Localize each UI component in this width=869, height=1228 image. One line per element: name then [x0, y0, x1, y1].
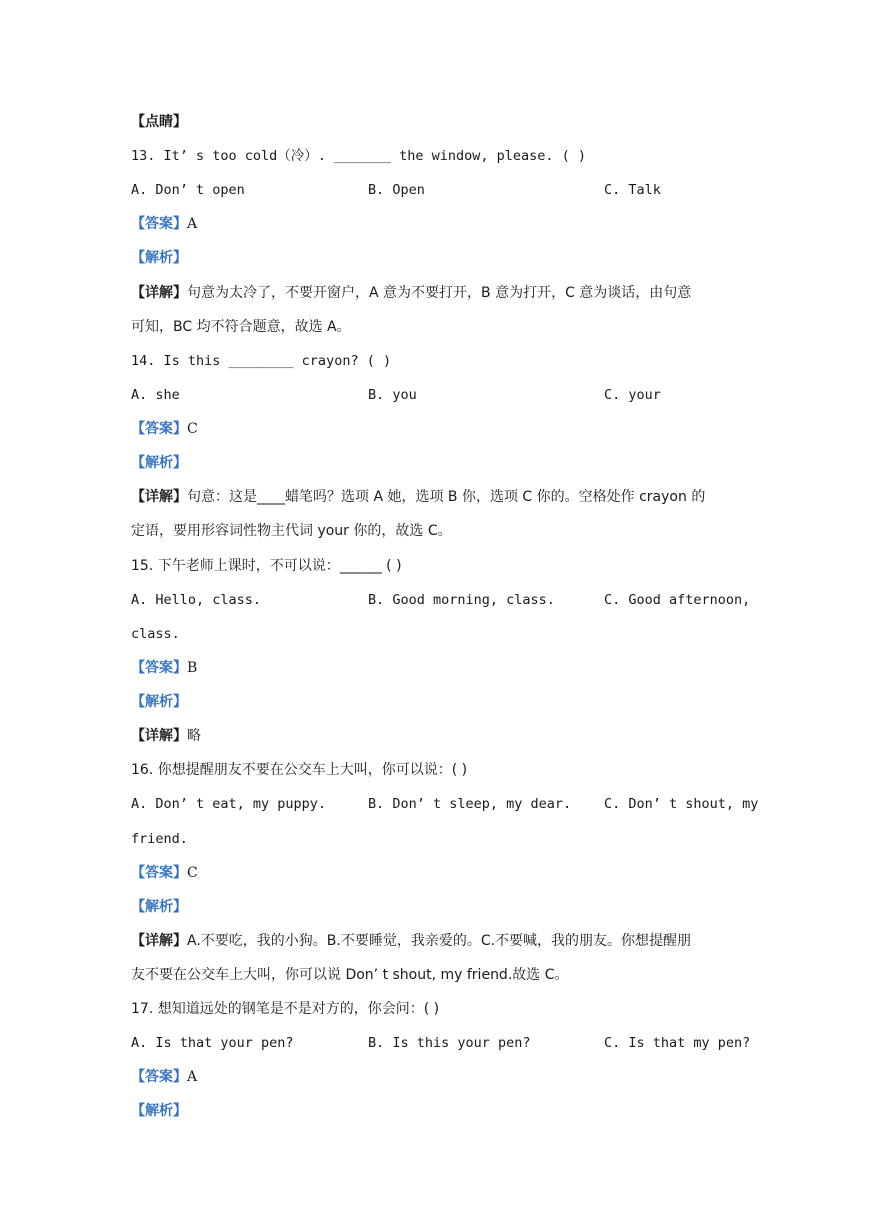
q16-detail-2: 友不要在公交车上大叫，你可以说 Don’ t shout, my friend.故选 C。: [131, 967, 569, 983]
q17-stem: 17. 想知道远处的钢笔是不是对方的，你会问：( ): [131, 1001, 440, 1017]
q13-stem: 13. It’ s too cold（冷）. _______ the window, please. ( ): [131, 148, 587, 164]
q16-stem: 16. 你想提醒朋友不要在公交车上大叫，你可以说：( ): [131, 762, 468, 778]
q13-option-a: A. Don’ t open: [131, 182, 245, 198]
detail-label: 【详解】: [131, 489, 187, 505]
q14-option-c: C. your: [604, 387, 661, 403]
q16-option-continuation: friend.: [131, 831, 188, 847]
q17-option-b: B. Is this your pen?: [368, 1035, 531, 1051]
q13-option-c: C. Talk: [604, 182, 661, 198]
q15-option-continuation: class.: [131, 626, 180, 642]
q17-option-c: C. Is that my pen?: [604, 1035, 751, 1051]
q17-answer-row: [131, 1067, 741, 1087]
q14-answer-row: [131, 419, 741, 439]
dianjing-label: 【点睛】: [131, 114, 187, 130]
q14-detail-row-1: [131, 487, 741, 507]
q17-option-a: A. Is that your pen?: [131, 1035, 294, 1051]
analysis-label: 【解析】: [131, 899, 187, 915]
q15-answer-row: [131, 658, 741, 678]
q16-option-c: C. Don’ t shout, my: [604, 796, 759, 812]
q13-option-b: B. Open: [368, 182, 425, 198]
q15-option-a: A. Hello, class.: [131, 592, 262, 608]
answer-label: 【答案】: [131, 1069, 187, 1085]
q16-answer: C: [187, 865, 198, 881]
q15-stem: 15. 下午老师上课时，不可以说：______ ( ): [131, 558, 402, 574]
q17-answer: A: [187, 1069, 198, 1085]
q16-detail-1: A.不要吃，我的小狗。B.不要睡觉，我亲爱的。C.不要喊，我的朋友。你想提醒朋: [187, 933, 692, 949]
q13-answer-row: [131, 214, 741, 234]
q14-option-b: B. you: [368, 387, 417, 403]
answer-label: 【答案】: [131, 660, 187, 676]
analysis-label: 【解析】: [131, 455, 187, 471]
q13-answer: A: [187, 216, 198, 232]
detail-label: 【详解】: [131, 728, 187, 744]
q14-answer: C: [187, 421, 198, 437]
q14-detail-2: 定语，要用形容词性物主代词 your 你的，故选 C。: [131, 523, 452, 539]
analysis-label: 【解析】: [131, 250, 187, 266]
q15-answer: B: [187, 660, 198, 676]
analysis-label: 【解析】: [131, 694, 187, 710]
q13-detail-2: 可知，BC 均不符合题意，故选 A。: [131, 319, 351, 335]
analysis-label: 【解析】: [131, 1103, 187, 1119]
detail-label: 【详解】: [131, 285, 187, 301]
q15-detail-row-1: [131, 726, 741, 746]
q13-detail-row-1: [131, 283, 741, 303]
q15-option-c: C. Good afternoon,: [604, 592, 751, 608]
q15-option-b: B. Good morning, class.: [368, 592, 555, 608]
q16-answer-row: [131, 863, 741, 883]
q14-stem: 14. Is this ________ crayon? ( ): [131, 353, 392, 369]
q15-detail-1: 略: [187, 728, 201, 744]
answer-label: 【答案】: [131, 421, 187, 437]
q16-option-b: B. Don’ t sleep, my dear.: [368, 796, 572, 812]
answer-label: 【答案】: [131, 865, 187, 881]
q14-detail-1: 句意：这是____蜡笔吗？选项 A 她，选项 B 你，选项 C 你的。空格处作 crayon 的: [187, 489, 706, 505]
q16-detail-row-1: [131, 931, 741, 951]
q14-option-a: A. she: [131, 387, 180, 403]
answer-label: 【答案】: [131, 216, 187, 232]
q13-detail-1: 句意为太冷了，不要开窗户，A 意为不要打开，B 意为打开，C 意为谈话，由句意: [187, 285, 692, 301]
q16-option-a: A. Don’ t eat, my puppy.: [131, 796, 327, 812]
detail-label: 【详解】: [131, 933, 187, 949]
